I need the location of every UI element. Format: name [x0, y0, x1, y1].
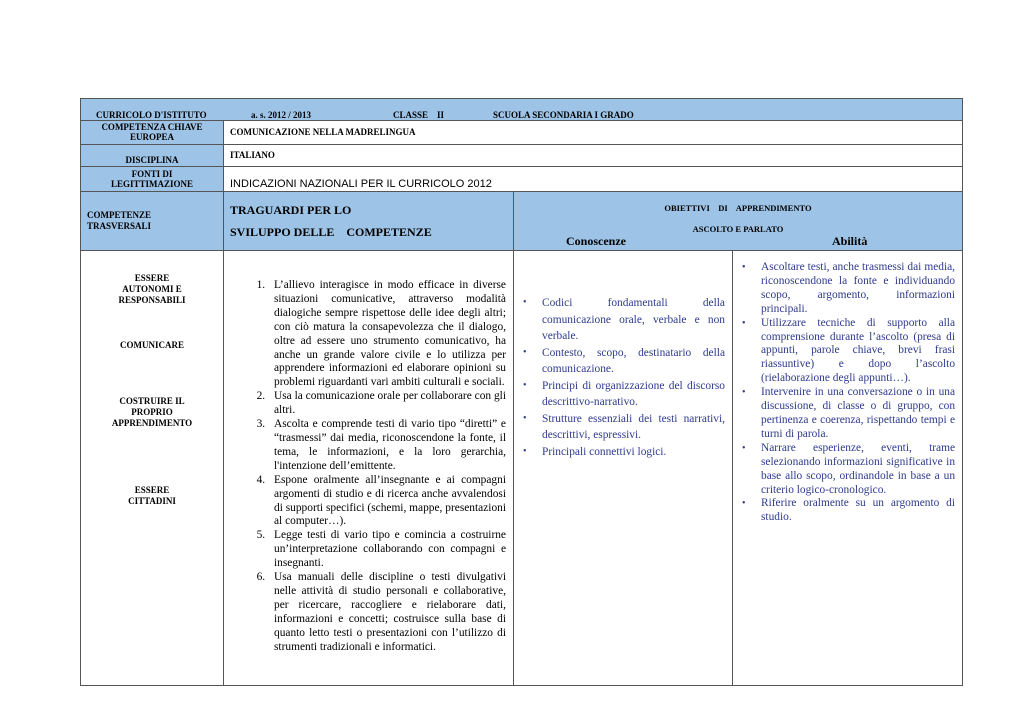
curriculum-table	[80, 98, 963, 686]
traguardi-cell	[224, 251, 514, 686]
bullet-icon: •	[742, 262, 746, 273]
anno-scolastico: a. s. 2012 / 2013	[251, 110, 312, 120]
competenze-trasversali-header: COMPETENZE TRASVERSALI	[87, 210, 152, 231]
bullet-icon: •	[742, 317, 746, 329]
disciplina-value-cell	[224, 145, 963, 167]
competenza-item-costruire: COSTRUIRE IL PROPRIO APPRENDIMENTO	[111, 396, 193, 428]
traguardo-item: 5. Legge testi di vario tipo e comincia a costruirne un’interpretazione collaborando con compagni e insegnanti.	[268, 529, 506, 571]
bullet-icon: •	[523, 297, 527, 308]
bullet-icon: •	[742, 387, 746, 399]
scuola-label: SCUOLA SECONDARIA I GRADO	[493, 110, 634, 120]
bullet-icon: •	[523, 445, 527, 457]
traguardo-item: 3. Ascolta e comprende testi di vario tipo “diretti” e “trasmessi” dai media, riconoscendone la fonte, il tema, le informazioni, e la loro gerarchia, l'intenzione dell’emittente.	[268, 418, 506, 474]
header-row	[81, 99, 963, 121]
curriculum-document	[80, 98, 962, 688]
obiettivi-header-cell	[514, 192, 963, 251]
bullet-icon: •	[523, 379, 527, 391]
bullet-icon: •	[742, 498, 746, 510]
traguardo-item: 4. Espone oralmente all’insegnante e ai compagni argomenti di studio e di ricerca anche avvalendosi di supporti specifici (schemi, mappe, presentazioni al computer…).	[268, 474, 506, 530]
disciplina-label-cell	[81, 145, 224, 167]
traguardi-header-cell	[224, 192, 514, 251]
competenza-label-cell	[81, 121, 224, 145]
competenza-item-autonomi: ESSERE AUTONOMI E RESPONSABILI	[118, 273, 186, 305]
traguardi-header-line1: TRAGUARDI PER LO	[230, 202, 352, 217]
conoscenza-item: • Contesto, scopo, destinatario della comunicazione.	[523, 346, 725, 375]
classe-label: CLASSE II	[393, 110, 445, 120]
disciplina-value: ITALIANO	[230, 150, 275, 160]
abilita-header: Abilità	[832, 234, 868, 248]
disciplina-label: DISCIPLINA	[125, 155, 179, 165]
competenza-value-cell	[224, 121, 963, 145]
traguardo-item: 6. Usa manuali delle discipline o testi divulgativi nelle attività di studio personali e collaborative, per ricercare, raccogliere e rielaborare dati, informazioni e concetti; costruisce sulla base di quanto letto testi o presentazioni con l’utilizzo di strumenti tradizionali e informatici.	[268, 571, 506, 654]
conoscenze-cell	[514, 251, 733, 686]
ascolto-parlato-header: ASCOLTO E PARLATO	[692, 224, 784, 234]
abilita-cell	[733, 251, 963, 686]
abilita-list	[733, 261, 962, 525]
conoscenza-item: • Codici fondamentali della comunicazione orale, verbale e non verbale.	[523, 297, 725, 342]
traguardi-list	[224, 279, 513, 654]
abilita-item: • Narrare esperienze, eventi, trame selezionando informazioni significative in base allo scopo, ordinandole in base a un criterio logico-cronologico.	[742, 441, 956, 496]
conoscenze-list	[514, 295, 732, 460]
conoscenza-item: • Principali connettivi logici.	[534, 444, 725, 461]
traguardo-item: 2. Usa la comunicazione orale per collaborare con gli altri.	[268, 390, 506, 418]
traguardo-item: 1. L’allievo interagisce in modo efficace in diverse situazioni comunicative, attraverso modalità dialogiche sempre rispettose delle idee degli altri; con ciò matura la consapevolezza che il dialogo, oltre ad essere uno strumento comunicativo, ha anche un grande valore civile e lo utilizza per apprendere informazioni ed elaborare opinioni su problemi riguardanti vari ambiti culturali e sociali.	[268, 279, 506, 390]
bullet-icon: •	[742, 442, 746, 454]
abilita-item: • Utilizzare tecniche di supporto alla comprensione durante l’ascolto (presa di appunti, parole chiave, brevi frasi riassuntive) e dopo l’ascolto (rielaborazione degli appunti…).	[742, 316, 956, 385]
fonti-value: INDICAZIONI NAZIONALI PER IL CURRICOLO 2012	[230, 178, 492, 190]
competenza-item-comunicare: COMUNICARE	[120, 340, 184, 350]
curricolo-label: CURRICOLO D'ISTITUTO	[96, 110, 207, 120]
competenze-cell	[81, 251, 224, 686]
conoscenza-item: • Principi di organizzazione del discorso descrittivo-narrativo.	[523, 379, 725, 408]
conoscenze-header: Conoscenze	[566, 234, 626, 248]
traguardi-header-line2: SVILUPPO DELLE COMPETENZE	[230, 224, 432, 239]
competenze-header-cell	[81, 192, 224, 251]
competenza-label: COMPETENZA CHIAVE EUROPEA	[101, 122, 203, 142]
bullet-icon: •	[523, 346, 527, 358]
fonti-label: FONTI DI LEGITTIMAZIONE	[110, 169, 194, 189]
competenza-item-cittadini: ESSERE CITTADINI	[128, 485, 176, 506]
abilita-item: • Ascoltare testi, anche trasmessi dai media, riconoscendone la fonte e individuando scopo, argomento, informazioni principali.	[742, 261, 956, 315]
fonti-label-cell	[81, 167, 224, 192]
bullet-icon: •	[523, 412, 527, 424]
competenza-value: COMUNICAZIONE NELLA MADRELINGUA	[230, 127, 416, 137]
conoscenza-item: • Strutture essenziali dei testi narrativi, descrittivi, espressivi.	[523, 412, 725, 441]
obiettivi-header: OBIETTIVI DI APPRENDIMENTO	[664, 203, 812, 213]
abilita-item: • Intervenire in una conversazione o in una discussione, di classe o di gruppo, con pertinenza e coerenza, rispettando tempi e turni di parola.	[742, 386, 956, 440]
abilita-item: • Riferire oralmente su un argomento di studio.	[742, 497, 956, 524]
fonti-value-cell	[224, 167, 963, 192]
